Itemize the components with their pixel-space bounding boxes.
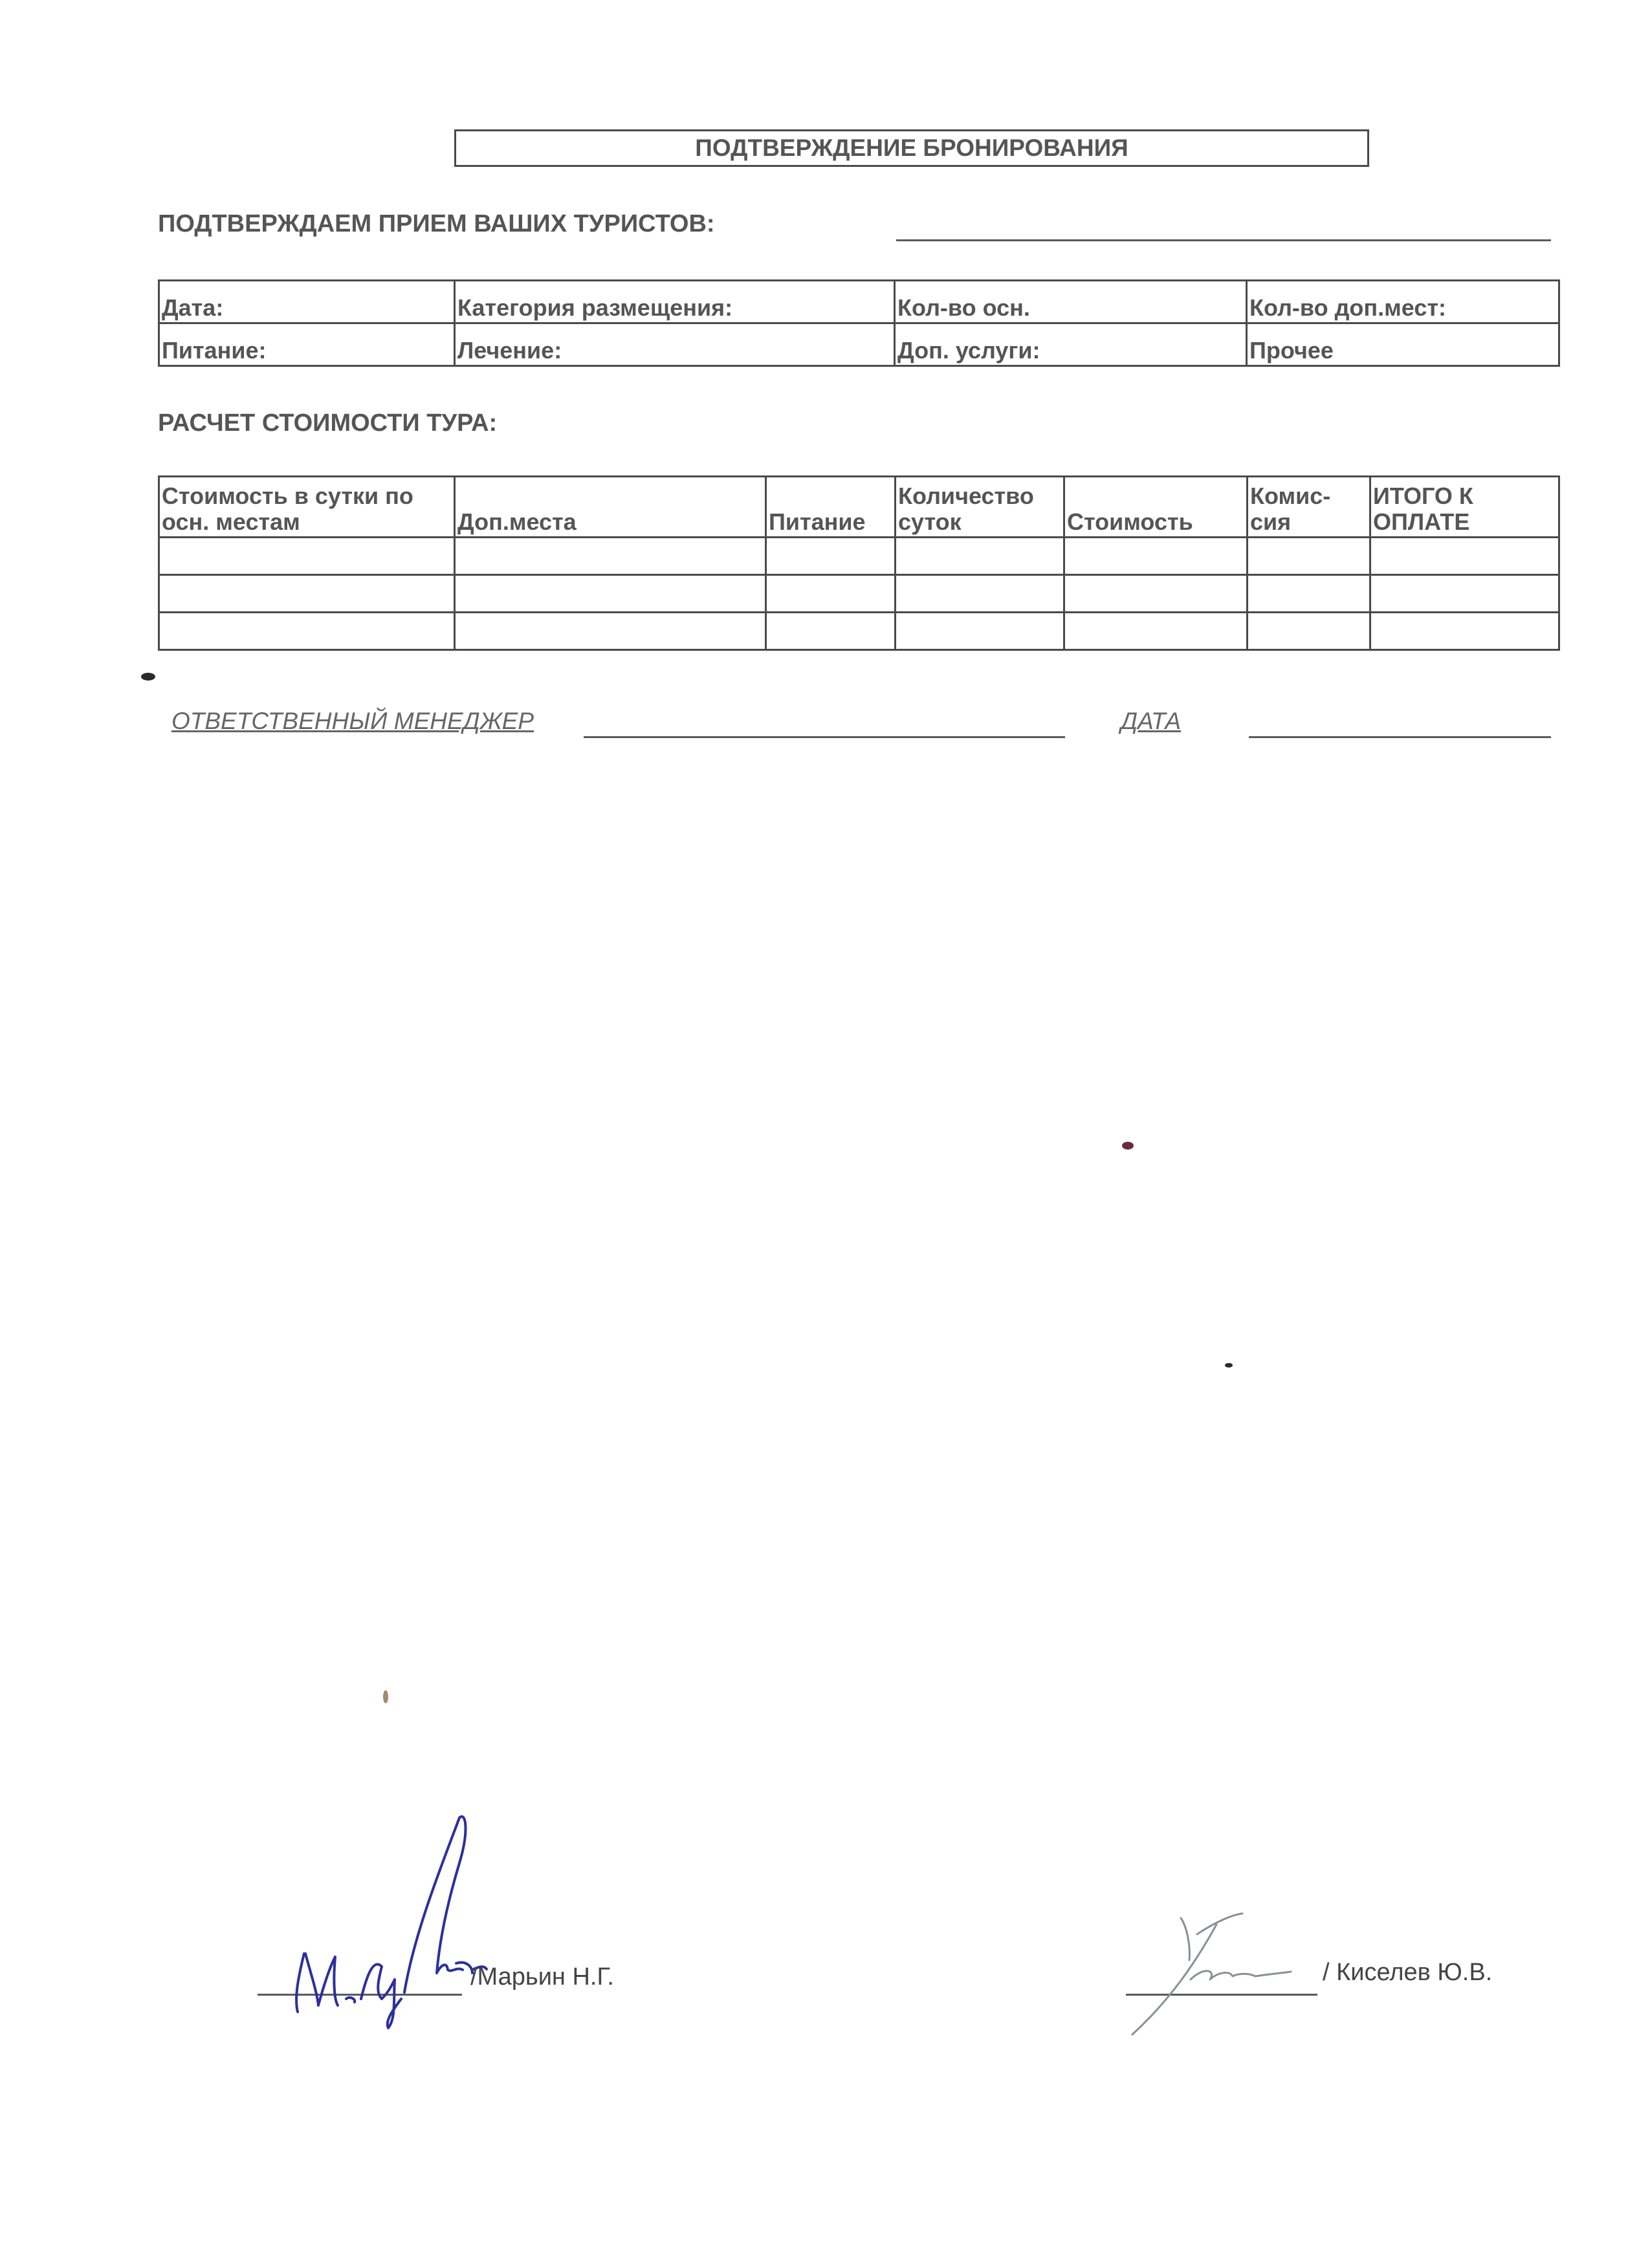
table-cell [1370,575,1559,613]
table-row [159,323,1559,366]
table-cell [896,575,1064,613]
cost-heading: РАСЧЕТ СТОИМОСТИ ТУРА: [158,409,498,437]
date-label: ДАТА [1121,708,1182,734]
table-cell [766,575,896,613]
table-cell [1064,538,1248,575]
extra-services-cell: Доп. услуги: [895,323,1247,366]
table-cell [1248,575,1370,613]
extra-places-header: Доп.места [455,477,766,538]
table-cell [1248,613,1370,650]
table-row [159,613,1559,650]
scan-speck [1122,1142,1134,1150]
date-cell: Дата: [159,281,455,323]
commission-header: Комис-сия [1248,477,1370,538]
main-places-count-cell: Кол-во осн. [895,281,1247,323]
left-handwritten-signature [278,1805,498,2031]
manager-signature-line [584,736,1065,738]
meals-cell: Питание: [159,323,455,366]
treatment-cell: Лечение: [455,323,895,366]
accommodation-category-cell: Категория размещения: [455,281,895,323]
booking-details-table [158,279,1560,367]
scan-speck [383,1690,388,1703]
table-cell [455,538,766,575]
table-cell [1370,613,1559,650]
table-cell [1064,613,1248,650]
left-signatory-name: /Марьин Н.Г. [470,1963,614,1990]
table-header-row [159,477,1559,538]
document-title: ПОДТВЕРЖДЕНИЕ БРОНИРОВАНИЯ [454,129,1369,167]
extra-places-count-cell: Кол-во доп.мест: [1247,281,1559,323]
table-cell [766,538,896,575]
table-row [159,575,1559,613]
scan-speck [141,673,155,681]
table-cell [896,538,1064,575]
cost-per-day-header: Стоимость в сутки по осн. местам [159,477,455,538]
cost-header: Стоимость [1064,477,1248,538]
table-cell [159,538,455,575]
date-line [1249,736,1551,738]
meals-header: Питание [766,477,896,538]
table-row [159,538,1559,575]
other-cell: Прочее [1247,323,1559,366]
table-cell [896,613,1064,650]
right-handwritten-signature [1119,1908,1326,2038]
cost-calculation-table [158,475,1560,651]
table-cell [1064,575,1248,613]
table-cell [1248,538,1370,575]
table-cell [159,613,455,650]
right-signatory-name: / Киселев Ю.В. [1323,1959,1493,1986]
table-cell [159,575,455,613]
table-cell [455,575,766,613]
table-row [159,281,1559,323]
confirm-tourists-line [896,239,1551,241]
table-cell [1370,538,1559,575]
confirm-heading: ПОДТВЕРЖДАЕМ ПРИЕМ ВАШИХ ТУРИСТОВ: [158,210,715,237]
scan-speck [1225,1363,1233,1368]
table-cell [455,613,766,650]
total-header: ИТОГО К ОПЛАТЕ [1370,477,1559,538]
days-count-header: Количество суток [896,477,1064,538]
responsible-manager-label: ОТВЕТСТВЕННЫЙ МЕНЕДЖЕР [171,708,534,734]
table-cell [766,613,896,650]
